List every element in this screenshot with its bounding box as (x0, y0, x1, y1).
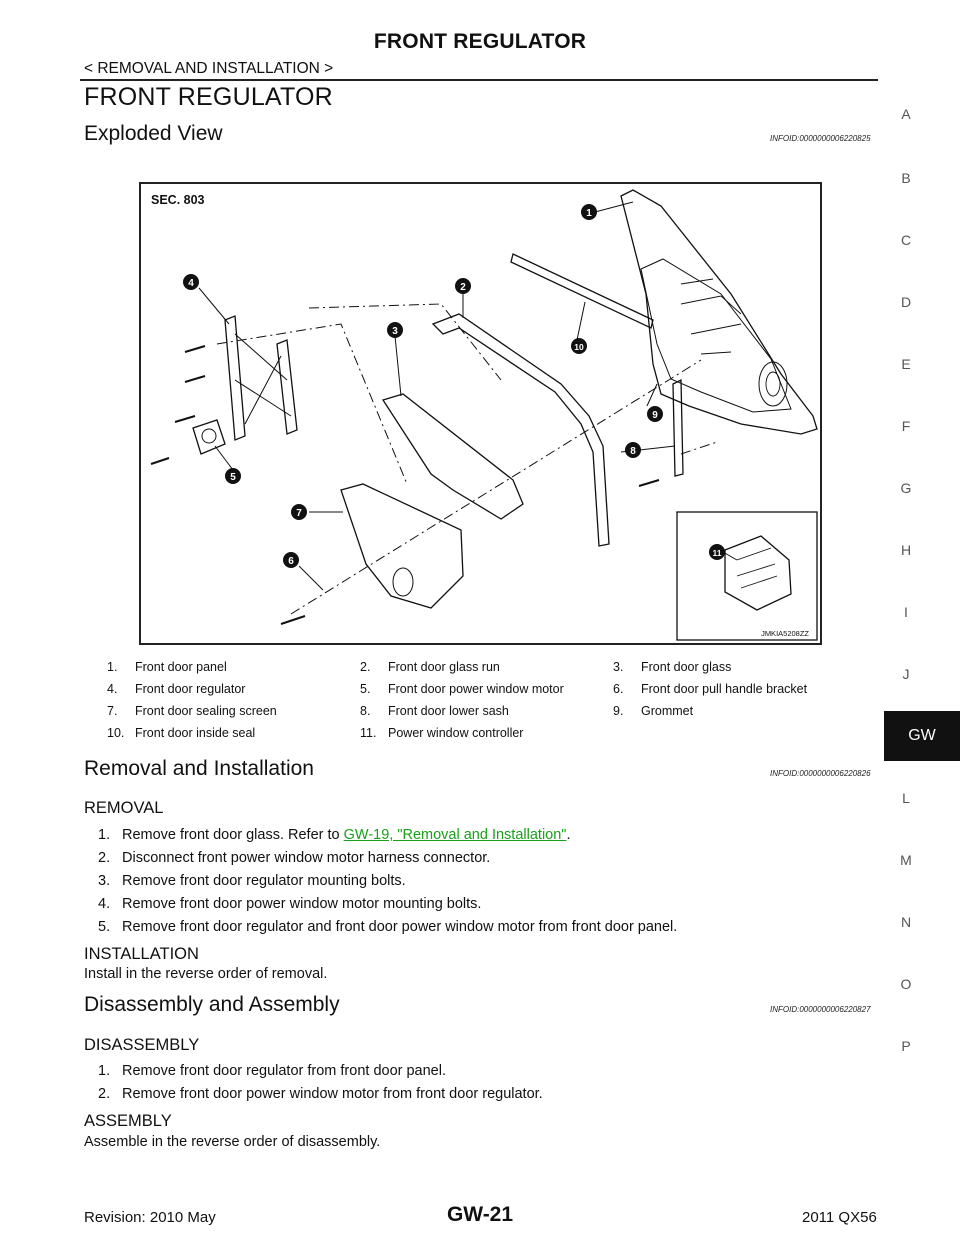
alignment-line-glass (309, 304, 501, 380)
callout-3-label: 3 (392, 326, 398, 337)
callout-9-label: 9 (652, 410, 658, 421)
disassembly-step-2: 2. Remove front door power window motor from front door regulator. (98, 1086, 543, 1102)
removal-step-5: 5. Remove front door regulator and front door power window motor from front door panel. (98, 919, 678, 935)
footer-model: 2011 QX56 (802, 1209, 877, 1226)
index-tab-j[interactable]: J (902, 666, 910, 682)
section-label: SEC. 803 (151, 193, 205, 207)
installation-subheading: INSTALLATION (84, 945, 199, 963)
legend-cell: 4. Front door regulator (107, 682, 246, 696)
disassembly-assembly-info-id: INFOID:0000000006220827 (770, 1005, 871, 1014)
leader-line-3 (395, 336, 401, 396)
door-glass (383, 394, 523, 519)
removal-step-4: 4. Remove front door power window motor mounting bolts. (98, 896, 482, 912)
disassembly-step-1: 1. Remove front door regulator from front door panel. (98, 1063, 446, 1079)
exploded-view-info-id: INFOID:0000000006220825 (770, 134, 871, 143)
callout-7-label: 7 (296, 508, 302, 519)
removal-installation-info-id: INFOID:0000000006220826 (770, 769, 871, 778)
installation-note: Install in the reverse order of removal. (84, 966, 328, 982)
header-rule (80, 79, 878, 81)
door-speaker (759, 362, 787, 406)
disassembly-assembly-heading: Disassembly and Assembly (84, 993, 340, 1016)
legend-row (107, 704, 847, 726)
assembly-subheading: ASSEMBLY (84, 1112, 172, 1130)
exploded-view-heading: Exploded View (84, 122, 223, 145)
controller-inset-box (677, 512, 817, 640)
index-tab-d[interactable]: D (900, 294, 912, 310)
window-regulator-rail-right (277, 340, 297, 434)
legend-row (107, 726, 847, 748)
legend-cell: 10. Front door inside seal (107, 726, 256, 740)
removal-installation-heading: Removal and Installation (84, 757, 314, 780)
header-title: FRONT REGULATOR (373, 30, 587, 53)
exploded-view-drawing (141, 184, 820, 643)
window-motor (193, 420, 225, 454)
index-tab-n[interactable]: N (900, 914, 912, 930)
legend-table (107, 660, 847, 748)
removal-step-2: 2. Disconnect front power window motor harness connector. (98, 850, 491, 866)
index-tab-c[interactable]: C (900, 232, 912, 248)
disassembly-subheading: DISASSEMBLY (84, 1036, 200, 1054)
power-window-controller (725, 536, 791, 610)
leader-line-4 (199, 288, 229, 324)
removal-step-3: 3. Remove front door regulator mounting bolts. (98, 873, 406, 889)
callout-8-label: 8 (630, 446, 636, 457)
reference-link[interactable]: GW-19, "Removal and Installation" (343, 827, 567, 843)
leader-line-6 (299, 566, 323, 590)
legend-cell: 11. Power window controller (360, 726, 524, 740)
footer-page-number: GW-21 (446, 1203, 514, 1226)
leader-line-10 (577, 302, 585, 340)
leader-line-9 (647, 384, 657, 406)
index-tab-g[interactable]: G (900, 480, 912, 496)
legend-cell: 5. Front door power window motor (360, 682, 564, 696)
legend-cell: 6. Front door pull handle bracket (613, 682, 808, 696)
legend-cell: 9. Grommet (613, 704, 694, 718)
page-title: FRONT REGULATOR (84, 83, 333, 111)
leader-line-5 (215, 446, 233, 470)
callout-4-label: 4 (188, 278, 194, 289)
assembly-note: Assemble in the reverse order of disassembly. (84, 1134, 381, 1150)
callout-6-label: 6 (288, 556, 294, 567)
index-tab-o[interactable]: O (900, 976, 912, 992)
removal-step-1: 1. Remove front door glass. Refer to GW-19, "Removal and Installation". (98, 827, 571, 843)
legend-cell (613, 726, 847, 748)
index-tab-b[interactable]: B (901, 170, 911, 186)
removal-subheading: REMOVAL (84, 799, 164, 817)
legend-cell: 3. Front door glass (613, 660, 732, 674)
alignment-line-sash (681, 442, 717, 454)
index-tab-a[interactable]: A (901, 106, 911, 122)
sealing-screen-hole (393, 568, 413, 596)
index-tab-gw-active[interactable]: GW (884, 711, 960, 761)
index-tab-f[interactable]: F (901, 418, 911, 434)
legend-row (107, 660, 847, 682)
callout-11-label: 11 (712, 548, 722, 558)
legend-cell: 7. Front door sealing screen (107, 704, 277, 718)
breadcrumb[interactable]: < REMOVAL AND INSTALLATION > (84, 60, 334, 77)
footer-revision: Revision: 2010 May (84, 1209, 216, 1226)
index-tab-h[interactable]: H (900, 542, 912, 558)
window-motor-gear (202, 429, 216, 443)
lower-sash (673, 380, 683, 476)
power-window-controller-detail (737, 548, 777, 588)
legend-row (107, 682, 847, 704)
legend-cell: 1. Front door panel (107, 660, 227, 674)
index-tab-m[interactable]: M (900, 852, 912, 868)
callout-5-label: 5 (230, 472, 236, 483)
alignment-line-regulator (217, 324, 407, 484)
bolt-icon (151, 346, 659, 624)
legend-cell: 2. Front door glass run (360, 660, 500, 674)
leader-line-1 (595, 202, 633, 212)
callout-1-label: 1 (586, 208, 592, 219)
door-panel-details (681, 279, 741, 354)
callout-10-label: 10 (574, 342, 584, 352)
door-speaker-inner (766, 372, 780, 396)
legend-cell: 8. Front door lower sash (360, 704, 509, 718)
index-tab-e[interactable]: E (901, 356, 911, 372)
index-tab-i[interactable]: I (904, 604, 908, 620)
exploded-view-figure (139, 182, 822, 645)
image-code: JMKIA5208ZZ (761, 629, 809, 638)
index-tab-l[interactable]: L (902, 790, 910, 806)
index-tab-p[interactable]: P (901, 1038, 911, 1054)
callout-2-label: 2 (460, 282, 466, 293)
door-panel-inner (641, 259, 791, 412)
sealing-screen (341, 484, 463, 608)
